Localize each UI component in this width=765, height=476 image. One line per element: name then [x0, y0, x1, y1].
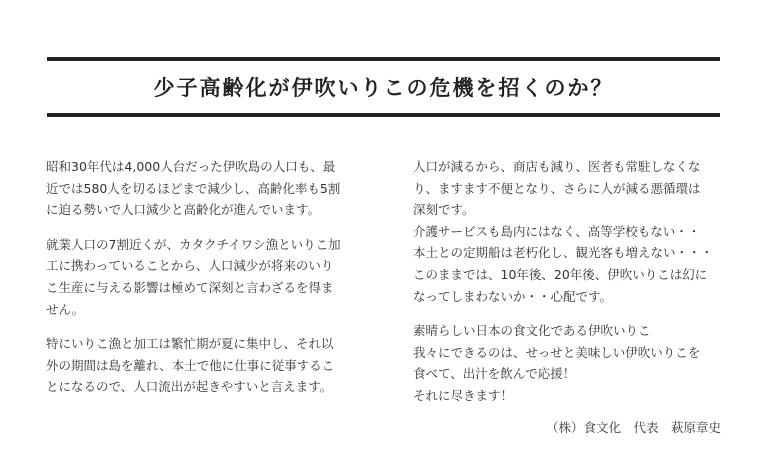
text-line: 工に携わっていることから、人口減少が将来のいり: [46, 258, 334, 274]
text-line: とになるので、人口流出が起きやすいと言えます。: [46, 379, 333, 395]
text-line: 素晴らしい日本の食文化である伊吹いりこ: [413, 323, 651, 339]
text-line: 外の期間は島を離れ、本土で他に仕事に従事するこ: [46, 357, 335, 373]
text-line: 人口が減るから、商店も減り、医者も常駐しなくな: [413, 159, 701, 174]
text-line: このままでは、10年後、20年後、伊吹いりこは幻に: [413, 266, 708, 282]
text-line: 近では580人を切るほどまで減少し、高齢化率も5割: [46, 180, 341, 196]
text-line: なってしまわないか・・心配です。: [413, 288, 613, 304]
page-title: 少子高齢化が伊吹いりこの危機を招くのか？: [153, 76, 614, 100]
text-line: せん。: [46, 301, 85, 317]
text-line: それに尽きます！: [413, 387, 514, 403]
text-line: に迫る勢いで人口減少と高齢化が進んでいます。: [46, 202, 321, 218]
signature: （株）食文化 代表 萩原章史: [545, 420, 721, 435]
text-line: 特にいりこ漁と加工は繁忙期が夏に集中し、それ以: [46, 336, 334, 352]
title-band: [47, 57, 720, 117]
text-line: 本土との定期船は老朽化し、観光客も増えない・・・: [413, 245, 714, 261]
paragraph: [46, 234, 361, 320]
paragraph: [413, 320, 733, 406]
paragraph: [413, 156, 733, 307]
paragraph: [46, 156, 361, 221]
text-line: 食べて、出汁を飲んで応援！: [413, 366, 576, 382]
text-line: り、ますます不便となり、さらに人が減る悪循環は: [413, 180, 701, 196]
left-column: [46, 156, 361, 411]
text-line: こ生産に与える影響は極めて深刻と言わざるを得ま: [46, 279, 334, 295]
text-line: 就業人口の7割近くが、カタクチイワシ漁といりこ加: [46, 236, 341, 252]
text-line: 深刻です。: [413, 202, 475, 218]
text-line: 我々にできるのは、せっせと美味しい伊吹いりこを: [413, 344, 701, 360]
paragraph: [46, 333, 361, 398]
text-line: 介護サービスも島内にはなく、高等学校もない・・: [413, 223, 701, 239]
text-line: 昭和30年代は4,000人台だった伊吹島の人口も、最: [46, 159, 336, 174]
right-column: [413, 156, 733, 420]
